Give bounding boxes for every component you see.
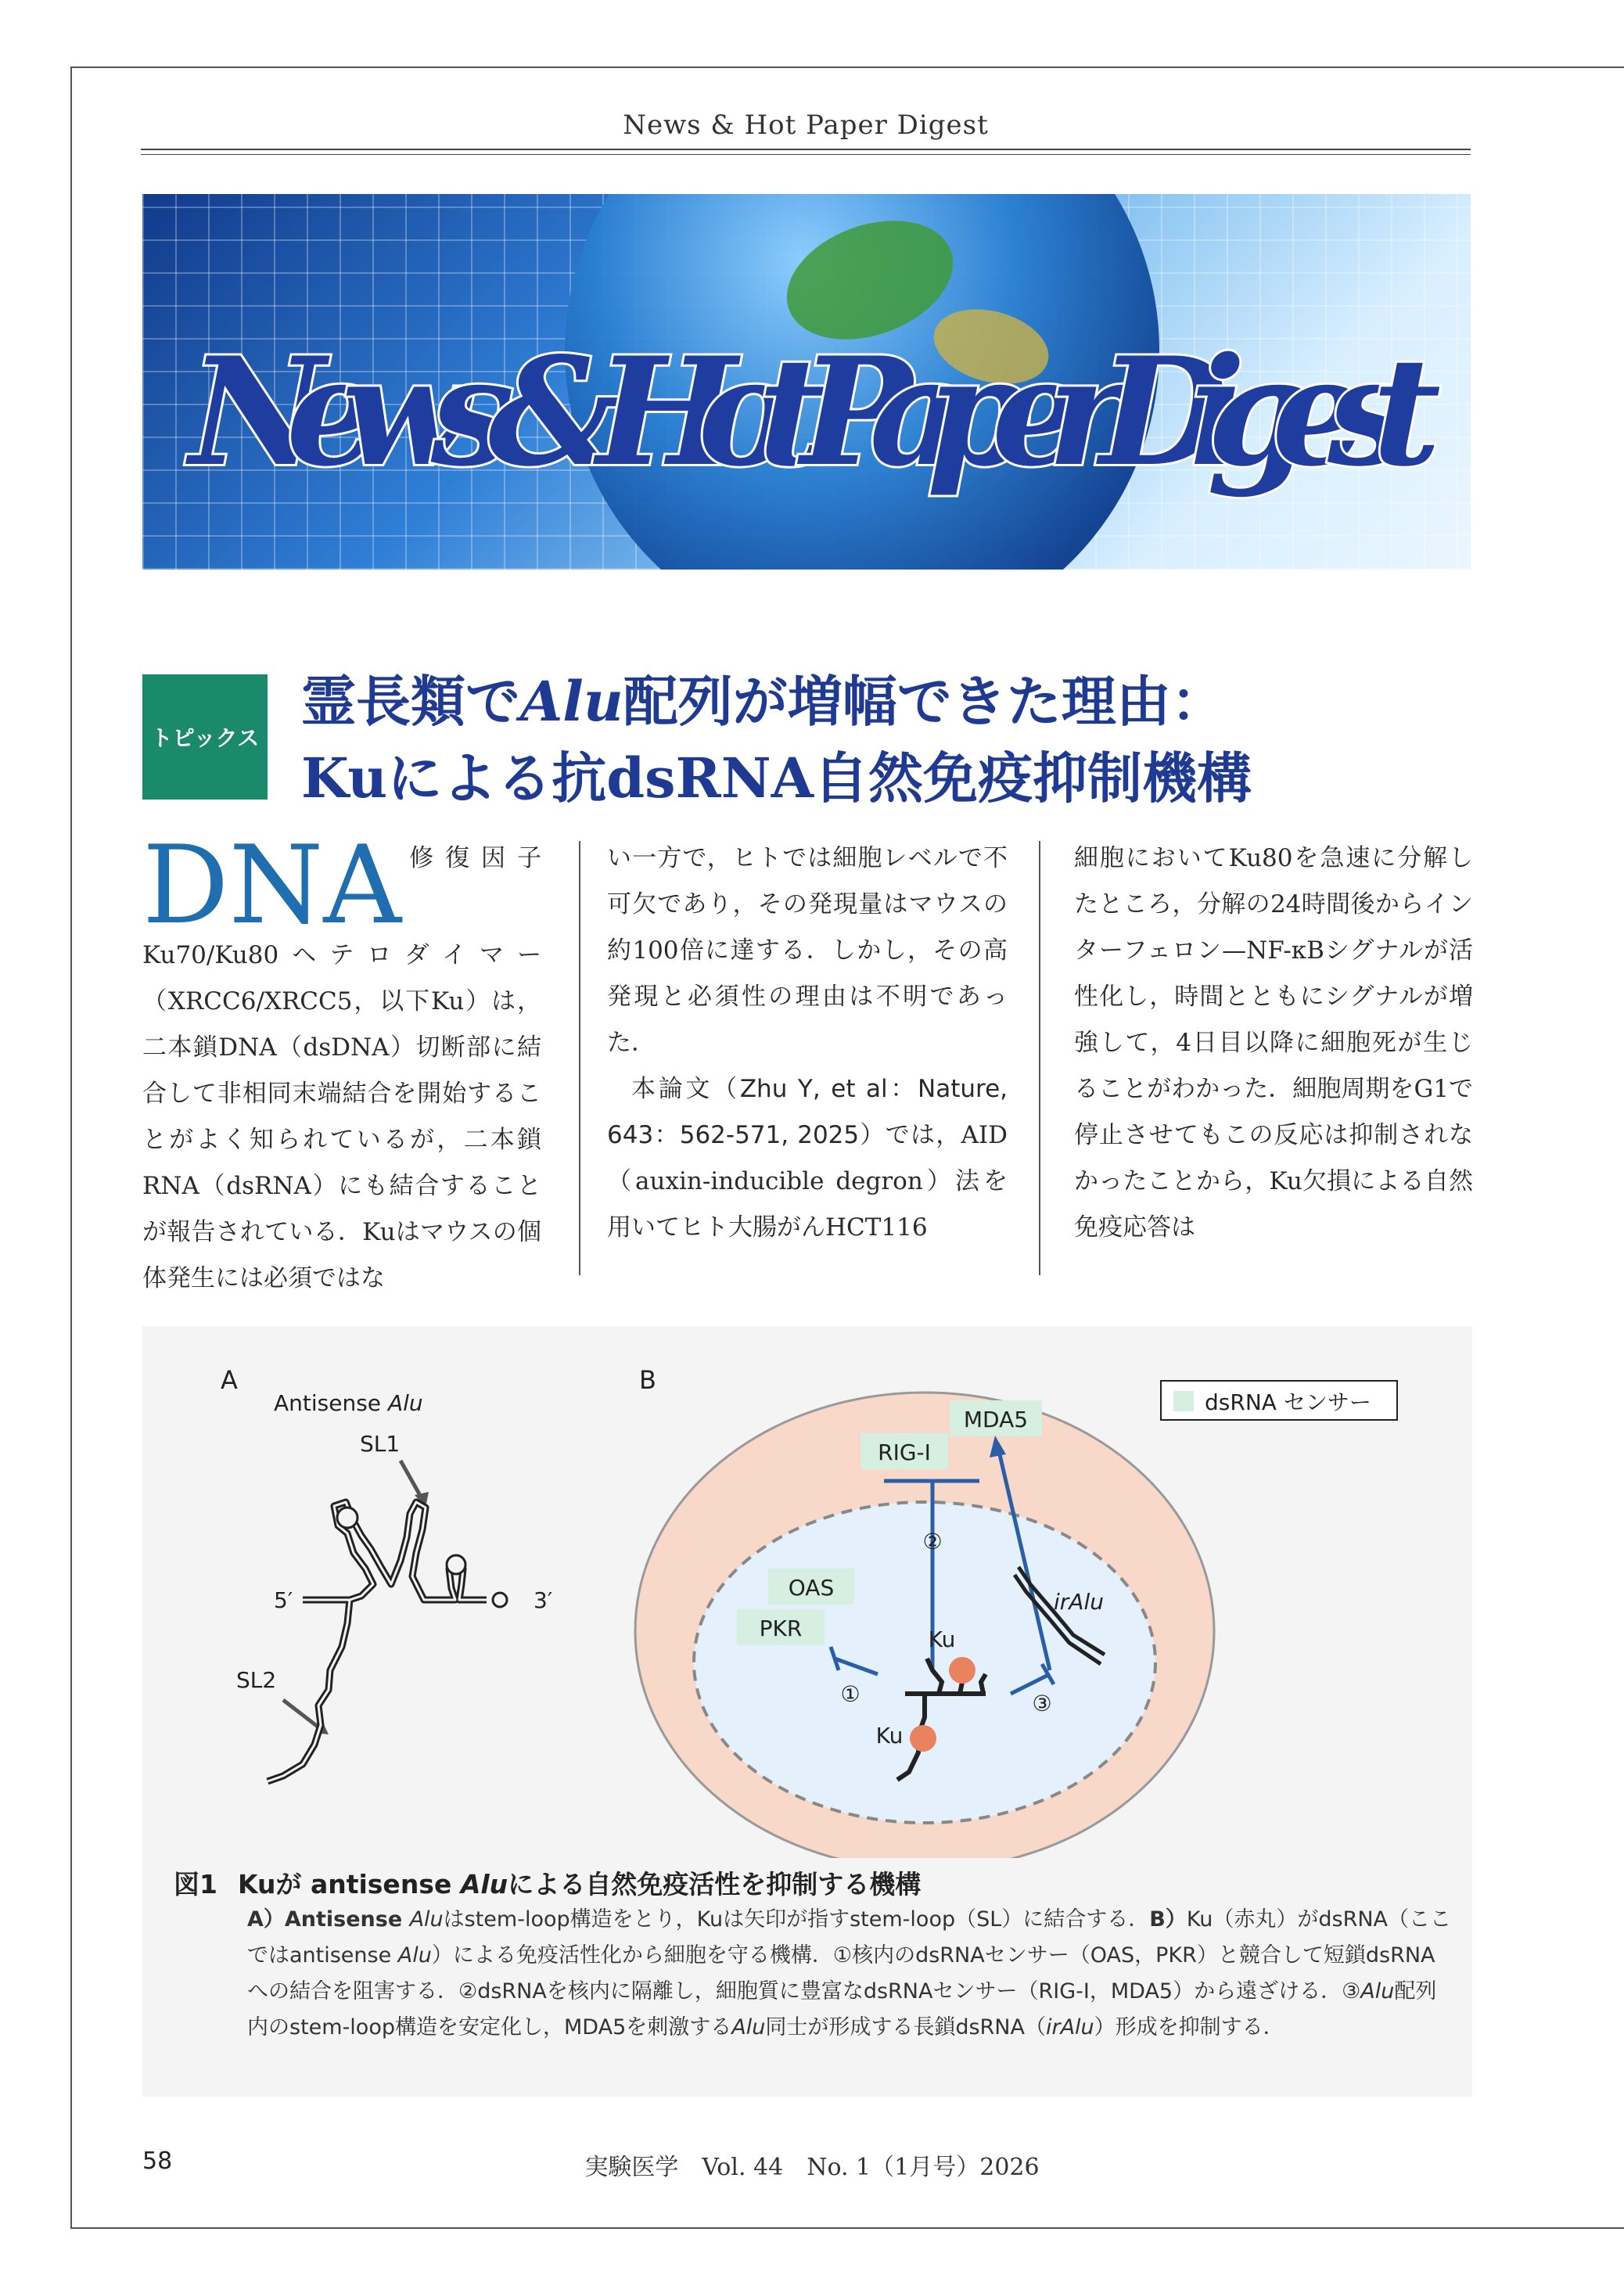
caption-text: 同士が形成する長鎖dsRNA（ [765,2015,1046,2040]
drop-cap: DNA [142,822,402,948]
loop-shape [337,1508,357,1528]
banner-wordmark [174,280,1457,538]
figure-caption-title [174,1864,921,1901]
caption-italic: Alu [397,1943,432,1968]
running-head: News & Hot Paper Digest [623,110,989,141]
caption-italic: irAlu [1045,2015,1094,2040]
header-rule-thin [141,154,1471,155]
ku-dot-icon [949,1657,975,1684]
topic-badge: トピックス [142,674,268,800]
paragraph [607,1066,1008,1251]
sl2-label: SL2 [236,1667,277,1693]
panel-b-label: B [639,1365,656,1395]
caption-italic: Alu [731,2015,766,2040]
body-column-2 [607,836,1008,1251]
title-line-2: Kuによる抗dsRNA自然免疫抑制機構 [301,746,1252,810]
banner-wordmark-text: News & Hot Paper Digest [189,325,1441,499]
circled-number-3: ③ [1032,1691,1052,1716]
caption-text: A）Antisense [247,1907,410,1932]
figure-number: 図1 [174,1869,217,1899]
text: ）では，AID（auxin-inducible degron）法を用いてヒト大腸がんHCT116 [607,1121,1008,1242]
antisense-alu-structure [268,1502,487,1781]
caption-text: による自然免疫活性を抑制する機構 [508,1869,922,1899]
figure-caption-body [247,1902,1452,2046]
ku-dot-icon [910,1725,936,1752]
legend-label: dsRNA センサー [1205,1389,1371,1415]
body-column-1 [142,822,541,1302]
caption-text: はstem-loop構造をとり，Kuは矢印が指すstem-loop（SL）に結合する． [443,1907,1150,1932]
ku-label-top: Ku [928,1626,956,1652]
circled-number-2: ② [922,1529,943,1554]
title-line-1 [301,663,1475,740]
title-text: 霊長類で [301,669,520,734]
caption-text: 配列内のstem-loop構造を安定化し，MDA5を刺激する [247,1979,1437,2040]
pkr-label: PKR [759,1616,803,1641]
figure-diagram [142,1326,1472,1858]
rigi-label: RIG-I [878,1439,931,1465]
legend-swatch [1173,1391,1194,1411]
title-italic: Alu [520,669,623,734]
paragraph: 細胞においてKu80を急速に分解したところ，分解の24時間後からインターフェロン—NF-κBシグナルが活性化し，時間とともにシグナルが増強して，4日目以降に細胞死が生じることがわかった．細胞周期をG1で停止させてもこの反応は抑制されなかったことから，Ku欠損による自然免疫応答は [1074,844,1473,1242]
paragraph: 修復因子Ku70/Ku80ヘテロダイマー（XRCC6/XRCC5，以下Ku）は，二本鎖DNA（dsDNA）切断部に結合して非相同末端結合を開始することがよく知られているが，二本鎖RNA（dsRNA）にも結合することが報告されている．Kuはマウスの個体発生には必須ではな [142,844,541,1292]
mda5-label: MDA5 [963,1407,1029,1432]
article-title [301,663,1475,817]
three-prime-label: 3′ [534,1587,553,1613]
column-rule [579,841,580,1275]
caption-italic: Alu [409,1907,444,1932]
caption-text: B） [1149,1907,1187,1932]
body-column-3 [1074,836,1473,1251]
title-text: 配列が増幅できた理由： [623,669,1226,734]
sl1-arrow [401,1461,422,1498]
ku-label-bottom: Ku [875,1723,904,1749]
sl1-label: SL1 [360,1431,401,1457]
caption-text: ）形成を抑制する． [1094,2015,1284,2040]
antisense-label: Antisense Alu [274,1390,423,1416]
loop-shape [447,1555,465,1574]
column-rule [1039,841,1040,1275]
panel-a-label: A [221,1365,238,1395]
loop-shape [493,1593,507,1607]
iralu-label: irAlu [1054,1589,1104,1615]
oas-label: OAS [788,1575,835,1601]
banner [142,194,1471,570]
caption-text: ）による免疫活性化から細胞を守る機構．①核内のdsRNAセンサー（OAS，PKR）と競合して短鎖dsRNAへの結合を阻害する．②dsRNAを核内に隔離し，細胞質に豊富なdsRNAセンサー（RIG-I，MDA5）から遠ざける．③ [247,1943,1435,2004]
header-rule [141,149,1471,150]
five-prime-label: 5′ [274,1587,293,1613]
page-number: 58 [142,2147,173,2175]
antisense-alu-structure-inner [268,1502,487,1781]
caption-italic: Alu [460,1869,508,1899]
circled-number-1: ① [840,1681,861,1707]
paragraph: い一方で，ヒトでは細胞レベルで不可欠であり，その発現量はマウスの約100倍に達する．しかし，その高発現と必須性の理由は不明であった． [607,844,1008,1057]
text: 本論文（ [631,1075,740,1103]
figure-1 [142,1326,1472,2097]
caption-text: Ku（赤丸）がdsRNA（ここではantisense [247,1907,1451,1968]
citation: Zhu Y, et al：Nature, 643：562-571, 2025 [607,1075,1008,1149]
journal-footer: 実験医学 Vol. 44 No. 1（1月号）2026 [584,2154,1040,2181]
caption-text: Kuが antisense [237,1869,461,1899]
caption-italic: Alu [1360,1979,1395,2004]
